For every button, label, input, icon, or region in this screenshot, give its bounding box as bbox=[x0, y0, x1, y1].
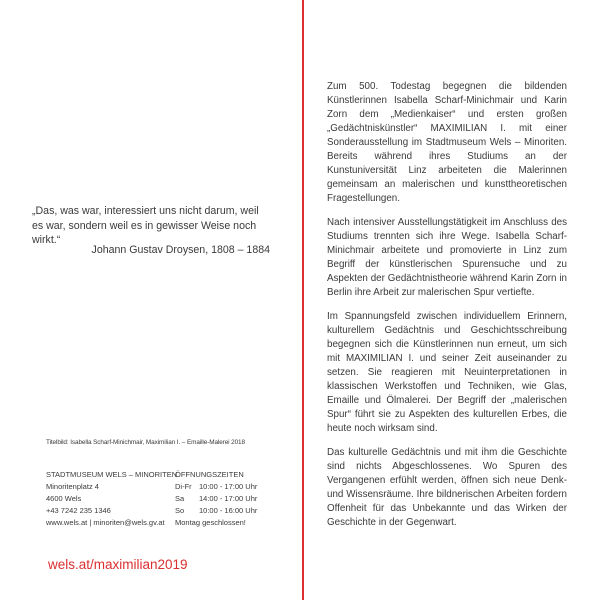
city: 4600 Wels bbox=[46, 493, 82, 503]
hours-time: 14:00 - 17:00 Uhr bbox=[199, 493, 258, 503]
closed-note: Montag geschlossen! bbox=[175, 517, 246, 527]
hours-row bbox=[175, 493, 257, 505]
body-paragraph: Zum 500. Todestag begegnen die bildenden Künstlerinnen Isabella Scharf-Minichmair und Karin Zorn dem „Medienkaiser“ und ersten großen „Gedächtniskünstler“ MAXIMILIAN I. mit einer Sonderausstellung im Stadtmuseum Wels – Minoriten. Bereits während ihres Studiums an der Kunstuniversität Linz arbeiteten die Malerinnen gemeinsam an malerischen und kunsttheoretischen Fragestellungen. bbox=[327, 81, 567, 204]
hours-time: 10:00 - 16:00 Uhr bbox=[199, 505, 258, 515]
hours-time: 10:00 - 17:00 Uhr bbox=[199, 481, 258, 491]
body-paragraph: Nach intensiver Ausstellungstätigkeit im Anschluss des Studiums trennten sich ihre Wege. Isabella Scharf-Minichmair arbeitete und promovierte in Linz zum Begriff der künstlerischen Spurensuche und zu Aspekten der Gedächtnistheorie während Karin Zorn in Berlin ihre Arbeit zur malerischen Spur vertiefte. bbox=[327, 217, 567, 298]
quote-text: „Das, was war, interessiert uns nicht darum, weil es war, sondern weil es in gewisser Weise noch wirkt.“ bbox=[32, 205, 259, 246]
quote-author: Johann Gustav Droysen, 1808 – 1884 bbox=[91, 244, 270, 256]
opening-hours-title: ÖFFNUNGSZEITEN bbox=[175, 470, 244, 479]
hours-row bbox=[175, 505, 257, 517]
web-and-email: www.wels.at | minoriten@wels.gv.at bbox=[46, 517, 165, 527]
hours-day: Di-Fr bbox=[175, 481, 192, 491]
hours-row bbox=[175, 481, 257, 493]
phone-number: +43 7242 235 1346 bbox=[46, 505, 111, 515]
page-fold-divider bbox=[302, 0, 304, 600]
body-paragraph: Im Spannungsfeld zwischen individuellem Erinnern, kulturellem Gedächtnis und Geschichtsschreibung begegnen sich die Künstlerinnen nun erneut, um sich mit MAXIMILIAN I. und seiner Zeit auseinander zu setzen. Sie reagieren mit Neuinterpretationen in klassischen Werkstoffen und Techniken, wie Glas, Emaille und Ölmalerei. Der Begriff der „malerischen Spur“ führt sie zu Aspekten des kulturellen Erbes, die heute noch wirksam sind. bbox=[327, 311, 567, 434]
hours-day: Sa bbox=[175, 493, 185, 503]
opening-hours bbox=[175, 469, 257, 529]
exhibition-url: wels.at/maximilian2019 bbox=[48, 557, 188, 572]
body-paragraph: Das kulturelle Gedächtnis und mit ihm die Geschichte sind nichts Abgeschlossenes. Wo Spuren des Vergangenen erfühlt werden, öffnen sich neue Denk- und Wissensräume. Ihre bildnerischen Arbeiten fordern Offenheit für das Unbekannte und das Wirken der Geschichte in der Gegenwart. bbox=[327, 447, 567, 528]
museum-address bbox=[46, 469, 177, 529]
hours-day: So bbox=[175, 505, 185, 515]
cover-caption: Titelbild: Isabella Scharf-Minichmair, Maximilian I. – Emaille-Malerei 2018 bbox=[46, 439, 245, 446]
museum-name: STADTMUSEUM WELS – MINORITEN bbox=[46, 470, 178, 479]
street-address: Minoritenplatz 4 bbox=[46, 481, 99, 491]
body-text bbox=[327, 80, 567, 540]
